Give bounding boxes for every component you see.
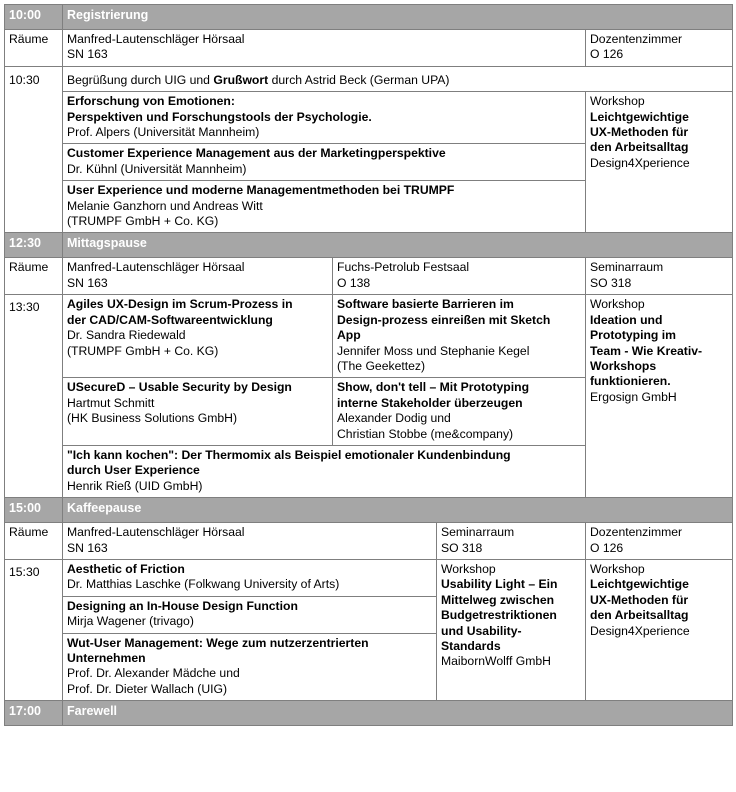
talk-title: Designing an In-House Design Function <box>67 598 298 613</box>
workshop-org: Design4Xperience <box>590 155 690 170</box>
room-code: SN 163 <box>67 47 108 62</box>
talk-cell <box>63 181 586 233</box>
room-code: SN 163 <box>67 275 108 290</box>
room-code: O 126 <box>590 540 624 555</box>
talk-title: Software basierte Barrieren im <box>337 297 514 312</box>
room-code: SO 318 <box>441 540 483 555</box>
talk-speaker: (The Geekettez) <box>337 358 426 373</box>
slot-time: 13:30 <box>5 295 63 498</box>
talk-title: Erforschung von Emotionen: <box>67 94 235 109</box>
welcome-bold: Grußwort <box>213 72 269 87</box>
workshop-cell <box>586 559 733 700</box>
band-farewell <box>5 701 733 726</box>
talk-title: Perspektiven und Forschungstools der Psychologie. <box>67 109 372 124</box>
talk-speaker: Dr. Sandra Riedewald <box>67 328 186 343</box>
workshop-cell <box>586 295 733 498</box>
room-name: Manfred-Lautenschläger Hörsaal <box>67 260 245 275</box>
band-registration <box>5 5 733 30</box>
talk-title: Design-prozess einreißen mit Sketch <box>337 312 551 327</box>
talk-cell <box>63 92 586 144</box>
room-name: Seminarraum <box>590 260 664 275</box>
room-name: Manfred-Lautenschläger Hörsaal <box>67 525 245 540</box>
talk-row <box>5 559 733 596</box>
band-time: 15:00 <box>5 498 63 523</box>
workshop-title: Workshops <box>590 358 657 373</box>
room-cell <box>63 258 333 295</box>
talk-title: Wut-User Management: Wege zum nutzerzentrierten <box>67 635 369 650</box>
rooms-label: Räume <box>5 523 63 560</box>
talk-title: Aesthetic of Friction <box>67 561 185 576</box>
room-name: Fuchs-Petrolub Festsaal <box>337 260 470 275</box>
talk-speaker: (HK Business Solutions GmbH) <box>67 411 238 426</box>
room-name: Dozentenzimmer <box>590 525 683 540</box>
talk-cell <box>63 445 586 497</box>
talk-speaker: (TRUMPF GmbH + Co. KG) <box>67 343 219 358</box>
room-cell <box>586 523 733 560</box>
talk-speaker: Prof. Alpers (Universität Mannheim) <box>67 125 260 140</box>
workshop-org: MaibornWolff GmbH <box>441 654 551 669</box>
band-lunch <box>5 233 733 258</box>
room-cell <box>586 258 733 295</box>
talk-title: der CAD/CAM-Softwareentwicklung <box>67 312 273 327</box>
band-title: Kaffeepause <box>63 498 733 523</box>
talk-speaker: Prof. Dr. Alexander Mädche und <box>67 666 240 681</box>
workshop-title: Budgetrestriktionen <box>441 608 557 623</box>
workshop-title: und Usability- <box>441 623 522 638</box>
workshop-title: Prototyping im <box>590 328 676 343</box>
talk-speaker: Mirja Wagener (trivago) <box>67 614 194 629</box>
welcome-row <box>5 66 733 91</box>
talk-title: durch User Experience <box>67 463 200 478</box>
workshop-title: Leichtgewichtige <box>590 109 689 124</box>
room-code: SO 318 <box>590 275 632 290</box>
talk-speaker: Hartmut Schmitt <box>67 395 155 410</box>
talk-speaker: Dr. Kühnl (Universität Mannheim) <box>67 161 247 176</box>
workshop-title: Ideation und <box>590 312 663 327</box>
band-title: Farewell <box>63 701 733 726</box>
room-name: Manfred-Lautenschläger Hörsaal <box>67 32 245 46</box>
schedule-page <box>4 4 732 726</box>
room-cell <box>333 258 586 295</box>
workshop-title: funktionieren. <box>590 374 671 389</box>
talk-cell <box>63 596 437 633</box>
talk-title: Unternehmen <box>67 651 146 665</box>
rooms-label: Räume <box>5 258 63 295</box>
talk-cell <box>63 633 437 701</box>
talk-title: "Ich kann kochen": Der Thermomix als Beispiel emotionaler Kundenbindung <box>67 447 511 462</box>
workshop-cell <box>437 559 586 700</box>
talk-title: App <box>337 328 361 343</box>
schedule-table <box>4 4 733 726</box>
room-name: Dozentenzimmer <box>590 32 683 46</box>
welcome-post: durch Astrid Beck (German UPA) <box>268 72 450 87</box>
workshop-cell <box>586 92 733 233</box>
workshop-label: Workshop <box>590 94 645 109</box>
talk-title: interne Stakeholder überzeugen <box>337 395 523 410</box>
workshop-title: Standards <box>441 639 501 653</box>
room-code: SN 163 <box>67 540 108 555</box>
talk-speaker: Jennifer Moss und Stephanie Kegel <box>337 343 530 358</box>
talk-cell <box>63 378 333 446</box>
room-cell <box>437 523 586 560</box>
talk-title: USecureD – Usable Security by Design <box>67 380 292 395</box>
workshop-title: Team - Wie Kreativ- <box>590 343 703 358</box>
talk-cell <box>63 295 333 378</box>
talk-cell <box>333 378 586 446</box>
band-coffee <box>5 498 733 523</box>
room-code: O 138 <box>337 275 371 290</box>
talk-title: User Experience und moderne Managementmethoden bei TRUMPF <box>67 183 455 198</box>
rooms-row <box>5 258 733 295</box>
room-cell <box>63 523 437 560</box>
talk-row <box>5 295 733 378</box>
welcome-cell <box>63 66 733 91</box>
talk-speaker: Alexander Dodig und <box>337 411 451 426</box>
workshop-org: Design4Xperience <box>590 623 690 638</box>
talk-speaker: Melanie Ganzhorn und Andreas Witt <box>67 198 263 213</box>
room-cell <box>63 30 586 67</box>
talk-title: Agiles UX-Design im Scrum-Prozess in <box>67 297 293 312</box>
workshop-org: Ergosign GmbH <box>590 389 677 404</box>
talk-title: Customer Experience Management aus der Marketingperspektive <box>67 146 446 161</box>
workshop-title: UX-Methoden für <box>590 125 689 140</box>
talk-speaker: Christian Stobbe (me&company) <box>337 426 514 441</box>
rooms-row <box>5 30 733 67</box>
talk-speaker: (TRUMPF GmbH + Co. KG) <box>67 214 219 229</box>
workshop-title: Usability Light – Ein <box>441 577 558 592</box>
workshop-title: den Arbeitsalltag <box>590 608 689 623</box>
workshop-title: den Arbeitsalltag <box>590 140 689 155</box>
room-code: O 126 <box>590 47 624 62</box>
band-title: Mittagspause <box>63 233 733 258</box>
rooms-row <box>5 523 733 560</box>
band-title: Registrierung <box>63 5 733 30</box>
workshop-title: Mittelweg zwischen <box>441 592 555 607</box>
welcome-pre: Begrüßung durch UIG und <box>67 72 214 87</box>
workshop-label: Workshop <box>590 561 645 576</box>
room-cell <box>586 30 733 67</box>
workshop-title: UX-Methoden für <box>590 592 689 607</box>
workshop-label: Workshop <box>441 561 496 576</box>
talk-cell <box>63 144 586 181</box>
talk-cell <box>63 559 437 596</box>
band-time: 17:00 <box>5 701 63 726</box>
room-name: Seminarraum <box>441 525 515 540</box>
rooms-label: Räume <box>5 30 63 67</box>
band-time: 10:00 <box>5 5 63 30</box>
slot-time: 15:30 <box>5 559 63 700</box>
talk-speaker: Dr. Matthias Laschke (Folkwang University of Arts) <box>67 577 340 592</box>
talk-speaker: Henrik Rieß (UID GmbH) <box>67 478 203 493</box>
slot-time: 10:30 <box>5 66 63 233</box>
workshop-label: Workshop <box>590 297 645 312</box>
talk-title: Show, don't tell – Mit Prototyping <box>337 380 530 395</box>
workshop-title: Leichtgewichtige <box>590 577 689 592</box>
band-time: 12:30 <box>5 233 63 258</box>
talk-cell <box>333 295 586 378</box>
talk-row <box>5 92 733 144</box>
talk-speaker: Prof. Dr. Dieter Wallach (UIG) <box>67 681 228 696</box>
